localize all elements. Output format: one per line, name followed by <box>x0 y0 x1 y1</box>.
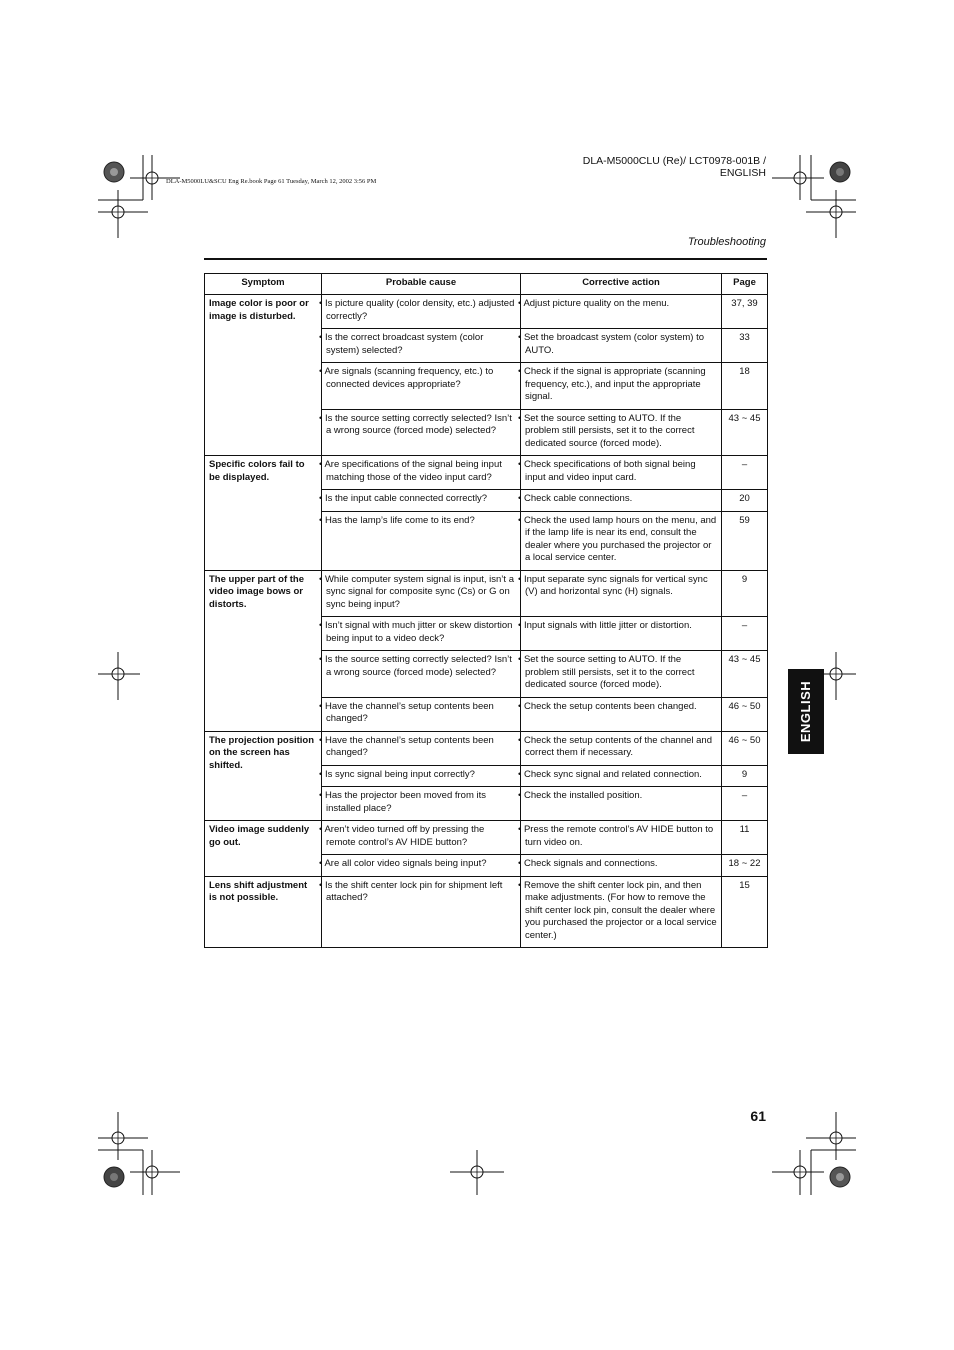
symptom-cell: The projection position on the screen has shifted. <box>205 731 322 821</box>
corrective-action-cell: • Input signals with little jitter or distortion. <box>521 617 722 651</box>
page-cell: – <box>722 456 768 490</box>
probable-cause-cell: • Have the channel’s setup contents been changed? <box>322 731 521 765</box>
page-cell: 9 <box>722 765 768 787</box>
probable-cause-cell: • Isn’t signal with much jitter or skew distortion being input to a video deck? <box>322 617 521 651</box>
probable-cause-cell: • While computer system signal is input, isn’t a sync signal for composite sync (Cs) or G on sync being input? <box>322 570 521 617</box>
corrective-action-cell: • Remove the shift center lock pin, and then make adjustments. (For how to remove the shift center lock pin, consult the dealer where you purchased the projector or a local service center.) <box>521 876 722 948</box>
print-info-line: DLA-M5000LU&SCU Eng Re.book Page 61 Tuesday, March 12, 2002 3:56 PM <box>166 178 377 185</box>
probable-cause-cell: • Is the correct broadcast system (color system) selected? <box>322 329 521 363</box>
language-tab <box>788 669 824 754</box>
page-cell: 18 <box>722 363 768 410</box>
table-row <box>205 876 768 948</box>
page-cell: – <box>722 787 768 821</box>
corrective-action-cell: • Input separate sync signals for vertical sync (V) and horizontal sync (H) signals. <box>521 570 722 617</box>
table-row <box>205 821 768 855</box>
corrective-action-cell: • Press the remote control’s AV HIDE button to turn video on. <box>521 821 722 855</box>
page-cell: 18 ~ 22 <box>722 855 768 877</box>
probable-cause-cell: • Has the projector been moved from its installed place? <box>322 787 521 821</box>
table-row <box>205 570 768 617</box>
column-header-page: Page <box>722 274 768 295</box>
page-cell: 43 ~ 45 <box>722 651 768 698</box>
page-cell: 15 <box>722 876 768 948</box>
corrective-action-cell: • Set the source setting to AUTO. If the problem still persists, set it to the correct dedicated source (forced mode). <box>521 409 722 456</box>
symptom-cell: The upper part of the video image bows or distorts. <box>205 570 322 731</box>
probable-cause-cell: • Has the lamp’s life come to its end? <box>322 511 521 570</box>
page-cell: 46 ~ 50 <box>722 731 768 765</box>
table-row <box>205 731 768 765</box>
page-cell: 33 <box>722 329 768 363</box>
corrective-action-cell: • Check if the signal is appropriate (scanning frequency, etc.), and input the appropriate signal. <box>521 363 722 410</box>
document-id: DLA-M5000CLU (Re)/ LCT0978-001B / ENGLISH <box>582 155 766 179</box>
page-cell: 20 <box>722 490 768 512</box>
table-row <box>205 295 768 329</box>
page-cell: 43 ~ 45 <box>722 409 768 456</box>
table-header-row <box>205 274 768 295</box>
probable-cause-cell: • Are signals (scanning frequency, etc.) to connected devices appropriate? <box>322 363 521 410</box>
corrective-action-cell: • Set the broadcast system (color system) to AUTO. <box>521 329 722 363</box>
corrective-action-cell: • Adjust picture quality on the menu. <box>521 295 722 329</box>
table-body <box>205 295 768 948</box>
probable-cause-cell: • Aren’t video turned off by pressing the remote control’s AV HIDE button? <box>322 821 521 855</box>
corrective-action-cell: • Check cable connections. <box>521 490 722 512</box>
corrective-action-cell: • Check sync signal and related connection. <box>521 765 722 787</box>
table-row <box>205 456 768 490</box>
symptom-cell: Image color is poor or image is disturbed. <box>205 295 322 456</box>
symptom-cell: Lens shift adjustment is not possible. <box>205 876 322 948</box>
corrective-action-cell: • Check the setup contents of the channel and correct them if necessary. <box>521 731 722 765</box>
probable-cause-cell: • Is picture quality (color density, etc.) adjusted correctly? <box>322 295 521 329</box>
probable-cause-cell: • Is the shift center lock pin for shipment left attached? <box>322 876 521 948</box>
troubleshooting-table <box>204 273 768 948</box>
page-cell: 46 ~ 50 <box>722 697 768 731</box>
probable-cause-cell: • Is the source setting correctly selected? Isn’t a wrong source (forced mode) selected? <box>322 651 521 698</box>
corrective-action-cell: • Check specifications of both signal being input and video input card. <box>521 456 722 490</box>
column-header-symptom: Symptom <box>205 274 322 295</box>
page-cell: 11 <box>722 821 768 855</box>
probable-cause-cell: • Have the channel’s setup contents been changed? <box>322 697 521 731</box>
probable-cause-cell: • Is the source setting correctly selected? Isn’t a wrong source (forced mode) selected? <box>322 409 521 456</box>
symptom-cell: Video image suddenly go out. <box>205 821 322 877</box>
symptom-cell: Specific colors fail to be displayed. <box>205 456 322 571</box>
corrective-action-cell: • Check signals and connections. <box>521 855 722 877</box>
language-tab-label: ENGLISH <box>798 680 814 743</box>
page-cell: 59 <box>722 511 768 570</box>
corrective-action-cell: • Check the installed position. <box>521 787 722 821</box>
probable-cause-cell: • Are specifications of the signal being input matching those of the video input card? <box>322 456 521 490</box>
corrective-action-cell: • Check the setup contents been changed. <box>521 697 722 731</box>
page-cell: 9 <box>722 570 768 617</box>
page-number: 61 <box>750 1108 766 1124</box>
section-title: Troubleshooting <box>687 236 766 248</box>
probable-cause-cell: • Is the input cable connected correctly? <box>322 490 521 512</box>
corrective-action-cell: • Check the used lamp hours on the menu, and if the lamp life is near its end, consult the dealer where you purchased the projector or a local service center. <box>521 511 722 570</box>
header-rule <box>204 258 767 260</box>
column-header-corrective-action: Corrective action <box>521 274 722 295</box>
page-cell: 37, 39 <box>722 295 768 329</box>
probable-cause-cell: • Is sync signal being input correctly? <box>322 765 521 787</box>
column-header-probable-cause: Probable cause <box>322 274 521 295</box>
page-cell: – <box>722 617 768 651</box>
probable-cause-cell: • Are all color video signals being input? <box>322 855 521 877</box>
corrective-action-cell: • Set the source setting to AUTO. If the problem still persists, set it to the correct dedicated source (forced mode). <box>521 651 722 698</box>
